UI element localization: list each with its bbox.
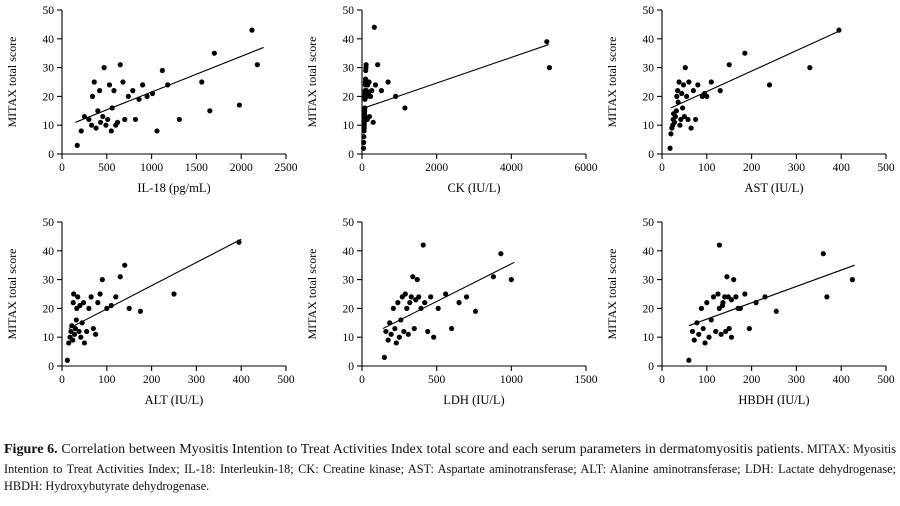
data-point — [491, 274, 496, 279]
svg-text:20: 20 — [342, 303, 354, 316]
svg-text:0: 0 — [348, 149, 354, 161]
data-point — [133, 117, 138, 122]
data-point — [403, 291, 408, 296]
figure-caption — [0, 440, 900, 495]
data-point — [672, 120, 677, 125]
x-axis-label: HBDH (IU/L) — [738, 393, 810, 407]
scatter-svg-alt — [0, 212, 300, 424]
data-point — [742, 291, 747, 296]
data-point — [249, 28, 254, 33]
svg-text:50: 50 — [42, 217, 54, 229]
data-point — [120, 79, 125, 84]
scatter-panel-ldh — [300, 212, 600, 424]
data-point — [402, 105, 407, 110]
data-point — [127, 306, 132, 311]
data-point — [709, 317, 714, 322]
data-point — [415, 277, 420, 282]
data-point — [82, 114, 87, 119]
data-point — [428, 294, 433, 299]
data-point — [677, 123, 682, 128]
chart-cell-hbdh — [600, 212, 900, 424]
data-point — [683, 65, 688, 70]
data-point — [392, 326, 397, 331]
data-point — [824, 294, 829, 299]
data-point — [704, 300, 709, 305]
svg-text:20: 20 — [342, 91, 354, 104]
data-point — [393, 94, 398, 99]
data-point — [98, 120, 103, 125]
svg-text:10: 10 — [42, 332, 54, 345]
data-point — [91, 326, 96, 331]
data-point — [418, 306, 423, 311]
data-point — [362, 105, 367, 110]
data-point — [690, 329, 695, 334]
data-point — [715, 291, 720, 296]
data-point — [109, 128, 114, 133]
svg-text:200: 200 — [142, 374, 161, 386]
svg-text:2000: 2000 — [229, 162, 253, 174]
data-point — [366, 79, 371, 84]
data-point — [753, 300, 758, 305]
scatter-svg-hbdh — [600, 212, 900, 424]
svg-text:0: 0 — [59, 162, 65, 174]
data-point — [236, 240, 241, 245]
figure-title: Correlation between Myositis Intention to Treat Activities Index total score and each serum parameters in dermatomyositis patients. — [57, 442, 804, 457]
data-point — [695, 82, 700, 87]
svg-text:500: 500 — [877, 374, 895, 386]
svg-text:500: 500 — [877, 162, 895, 174]
data-point — [720, 303, 725, 308]
figure-abbreviations: MITAX: Myositis Intention to Treat Activities Index; IL-18: Interleukin-18; CK: Creatine kinase; AST: Aspartate aminotransferase; ALT: Alanine aminotransferase; LDH: Lactate dehydrogenase; HBDH: Hydroxybutyrate dehydrogenase. — [4, 442, 896, 494]
svg-text:100: 100 — [698, 162, 716, 174]
chart-cell-ck — [300, 0, 600, 212]
data-point — [774, 309, 779, 314]
data-point — [89, 294, 94, 299]
data-point — [150, 91, 155, 96]
scatter-panel-ck — [300, 0, 600, 212]
scatter-svg-ck — [300, 0, 600, 212]
data-point — [199, 79, 204, 84]
svg-text:500: 500 — [277, 374, 295, 386]
svg-text:0: 0 — [48, 361, 54, 373]
data-point — [718, 88, 723, 93]
data-point — [368, 94, 373, 99]
trendline — [69, 239, 241, 328]
data-point — [138, 309, 143, 314]
svg-text:1000: 1000 — [499, 374, 523, 386]
svg-text:1500: 1500 — [184, 162, 208, 174]
data-point — [111, 88, 116, 93]
data-point — [75, 294, 80, 299]
data-point — [82, 340, 87, 345]
data-point — [676, 100, 681, 105]
data-point — [464, 294, 469, 299]
svg-text:50: 50 — [342, 217, 354, 229]
data-point — [692, 337, 697, 342]
data-point — [701, 326, 706, 331]
svg-text:1000: 1000 — [140, 162, 164, 174]
data-point — [691, 88, 696, 93]
y-axis-label: MITAX total score — [605, 248, 619, 340]
svg-text:40: 40 — [342, 33, 354, 46]
data-point — [361, 146, 366, 151]
data-point — [696, 332, 701, 337]
data-point — [90, 94, 95, 99]
data-point — [850, 277, 855, 282]
svg-text:6000: 6000 — [574, 162, 598, 174]
data-point — [719, 332, 724, 337]
data-point — [103, 123, 108, 128]
svg-text:1500: 1500 — [574, 374, 598, 386]
data-point — [375, 62, 380, 67]
svg-text:30: 30 — [42, 62, 54, 75]
data-point — [74, 317, 79, 322]
data-point — [738, 306, 743, 311]
scatter-panel-ast — [600, 0, 900, 212]
data-point — [382, 355, 387, 360]
data-point — [361, 134, 366, 139]
svg-text:0: 0 — [348, 361, 354, 373]
data-point — [93, 125, 98, 130]
data-point — [154, 128, 159, 133]
data-point — [97, 291, 102, 296]
data-point — [97, 88, 102, 93]
svg-text:10: 10 — [342, 120, 354, 133]
svg-text:300: 300 — [187, 374, 206, 386]
data-point — [130, 88, 135, 93]
data-point — [89, 123, 94, 128]
svg-text:20: 20 — [642, 303, 654, 316]
data-point — [93, 332, 98, 337]
data-point — [498, 251, 503, 256]
data-point — [821, 251, 826, 256]
svg-text:0: 0 — [659, 374, 665, 386]
svg-text:30: 30 — [42, 274, 54, 287]
svg-text:4000: 4000 — [499, 162, 523, 174]
data-point — [409, 294, 414, 299]
chart-cell-ast — [600, 0, 900, 212]
data-point — [367, 114, 372, 119]
data-point — [421, 242, 426, 247]
svg-text:30: 30 — [642, 274, 654, 287]
data-point — [509, 277, 514, 282]
svg-text:20: 20 — [42, 303, 54, 316]
data-point — [742, 51, 747, 56]
chart-cell-il18 — [0, 0, 300, 212]
data-point — [373, 82, 378, 87]
scatter-svg-ast — [600, 0, 900, 212]
data-point — [126, 94, 131, 99]
data-point — [673, 114, 678, 119]
data-point — [674, 94, 679, 99]
data-point — [72, 332, 77, 337]
data-point — [383, 329, 388, 334]
data-point — [71, 300, 76, 305]
trendline — [671, 30, 841, 108]
data-point — [674, 108, 679, 113]
svg-text:300: 300 — [787, 374, 806, 386]
data-point — [676, 79, 681, 84]
data-point — [386, 79, 391, 84]
svg-text:500: 500 — [98, 162, 116, 174]
data-point — [693, 117, 698, 122]
x-axis-label: ALT (IU/L) — [144, 393, 204, 407]
data-point — [717, 242, 722, 247]
data-point — [84, 329, 89, 334]
data-point — [679, 91, 684, 96]
data-point — [394, 340, 399, 345]
figure-number: Figure 6. — [4, 442, 58, 457]
data-point — [397, 335, 402, 340]
data-point — [391, 306, 396, 311]
data-point — [731, 277, 736, 282]
data-point — [704, 94, 709, 99]
data-point — [92, 79, 97, 84]
svg-text:40: 40 — [342, 245, 354, 258]
data-point — [371, 120, 376, 125]
svg-text:40: 40 — [642, 245, 654, 258]
data-point — [160, 68, 165, 73]
data-point — [713, 329, 718, 334]
scatter-svg-il18 — [0, 0, 300, 212]
data-point — [727, 62, 732, 67]
data-point — [685, 117, 690, 122]
data-point — [762, 294, 767, 299]
svg-text:10: 10 — [642, 332, 654, 345]
scatter-panel-hbdh — [600, 212, 900, 424]
data-point — [86, 117, 91, 122]
data-point — [361, 140, 366, 145]
data-point — [416, 294, 421, 299]
data-point — [711, 294, 716, 299]
data-point — [79, 128, 84, 133]
data-point — [668, 131, 673, 136]
data-point — [81, 300, 86, 305]
svg-text:20: 20 — [42, 91, 54, 104]
svg-text:0: 0 — [648, 149, 654, 161]
data-point — [100, 277, 105, 282]
data-point — [431, 335, 436, 340]
svg-text:40: 40 — [42, 33, 54, 46]
data-point — [395, 300, 400, 305]
data-point — [406, 332, 411, 337]
data-point — [105, 117, 110, 122]
data-point — [680, 105, 685, 110]
data-point — [364, 62, 369, 67]
svg-text:10: 10 — [642, 120, 654, 133]
y-axis-label: MITAX total score — [5, 248, 19, 340]
svg-text:10: 10 — [42, 120, 54, 133]
data-point — [387, 320, 392, 325]
data-point — [118, 62, 123, 67]
data-point — [113, 294, 118, 299]
data-point — [80, 320, 85, 325]
data-point — [724, 274, 729, 279]
data-point — [723, 329, 728, 334]
data-point — [95, 300, 100, 305]
data-point — [76, 329, 81, 334]
svg-text:400: 400 — [232, 374, 250, 386]
data-point — [702, 340, 707, 345]
data-point — [255, 62, 260, 67]
data-point — [386, 337, 391, 342]
svg-text:500: 500 — [428, 374, 446, 386]
data-point — [372, 25, 377, 30]
data-point — [171, 291, 176, 296]
svg-text:40: 40 — [42, 245, 54, 258]
svg-text:0: 0 — [48, 149, 54, 161]
data-point — [207, 108, 212, 113]
data-point — [122, 263, 127, 268]
data-point — [689, 125, 694, 130]
data-point — [684, 94, 689, 99]
chart-cell-alt — [0, 212, 300, 424]
data-point — [726, 294, 731, 299]
svg-text:2500: 2500 — [274, 162, 298, 174]
data-point — [100, 114, 105, 119]
data-point — [86, 306, 91, 311]
data-point — [443, 291, 448, 296]
svg-text:10: 10 — [342, 332, 354, 345]
x-axis-label: IL-18 (pg/mL) — [137, 181, 211, 195]
data-point — [404, 306, 409, 311]
svg-text:200: 200 — [742, 162, 761, 174]
data-point — [165, 82, 170, 87]
data-point — [407, 300, 412, 305]
data-point — [104, 306, 109, 311]
svg-text:30: 30 — [342, 274, 354, 287]
data-point — [449, 326, 454, 331]
data-point — [237, 102, 242, 107]
data-point — [807, 65, 812, 70]
data-point — [145, 94, 150, 99]
svg-text:0: 0 — [59, 374, 65, 386]
svg-text:400: 400 — [832, 162, 850, 174]
y-axis-label: MITAX total score — [605, 36, 619, 128]
data-point — [389, 332, 394, 337]
data-point — [118, 274, 123, 279]
data-point — [140, 82, 145, 87]
chart-cell-ldh — [300, 212, 600, 424]
svg-text:40: 40 — [642, 33, 654, 46]
x-axis-label: AST (IU/L) — [744, 181, 804, 195]
svg-text:50: 50 — [42, 5, 54, 17]
data-point — [136, 97, 141, 102]
data-point — [547, 65, 552, 70]
svg-text:0: 0 — [359, 162, 365, 174]
svg-text:0: 0 — [648, 361, 654, 373]
svg-text:30: 30 — [342, 62, 354, 75]
data-point — [767, 82, 772, 87]
trendline — [364, 45, 548, 108]
data-point — [544, 39, 549, 44]
svg-text:50: 50 — [642, 217, 654, 229]
data-point — [410, 274, 415, 279]
data-point — [436, 306, 441, 311]
svg-text:20: 20 — [642, 91, 654, 104]
svg-text:30: 30 — [642, 62, 654, 75]
svg-text:50: 50 — [642, 5, 654, 17]
data-point — [709, 79, 714, 84]
scatter-panel-alt — [0, 212, 300, 424]
svg-text:100: 100 — [698, 374, 716, 386]
data-point — [177, 117, 182, 122]
data-point — [401, 329, 406, 334]
svg-text:0: 0 — [359, 374, 365, 386]
scatter-panel-il18 — [0, 0, 300, 212]
data-point — [398, 317, 403, 322]
svg-text:50: 50 — [342, 5, 354, 17]
data-point — [425, 329, 430, 334]
data-point — [729, 335, 734, 340]
data-point — [747, 326, 752, 331]
data-point — [78, 335, 83, 340]
data-point — [456, 300, 461, 305]
svg-text:200: 200 — [742, 374, 761, 386]
y-axis-label: MITAX total score — [305, 248, 319, 340]
data-point — [70, 337, 75, 342]
data-point — [836, 28, 841, 33]
data-point — [473, 309, 478, 314]
data-point — [422, 300, 427, 305]
data-point — [95, 108, 100, 113]
data-point — [733, 294, 738, 299]
data-point — [109, 303, 114, 308]
x-axis-label: CK (IU/L) — [447, 181, 501, 195]
data-point — [212, 51, 217, 56]
data-point — [706, 335, 711, 340]
scatter-svg-ldh — [300, 212, 600, 424]
data-point — [65, 358, 70, 363]
data-point — [110, 105, 115, 110]
y-axis-label: MITAX total score — [5, 36, 19, 128]
data-point — [75, 143, 80, 148]
x-axis-label: LDH (IU/L) — [443, 393, 505, 407]
data-point — [379, 88, 384, 93]
svg-text:2000: 2000 — [425, 162, 449, 174]
data-point — [694, 320, 699, 325]
svg-text:300: 300 — [787, 162, 806, 174]
data-point — [115, 120, 120, 125]
data-point — [122, 117, 127, 122]
data-point — [102, 65, 107, 70]
data-point — [699, 306, 704, 311]
svg-text:0: 0 — [659, 162, 665, 174]
data-point — [681, 82, 686, 87]
data-point — [412, 326, 417, 331]
data-point — [686, 79, 691, 84]
svg-text:100: 100 — [98, 374, 116, 386]
svg-text:400: 400 — [832, 374, 850, 386]
data-point — [369, 88, 374, 93]
y-axis-label: MITAX total score — [305, 36, 319, 128]
data-point — [667, 146, 672, 151]
data-point — [107, 82, 112, 87]
data-point — [686, 358, 691, 363]
